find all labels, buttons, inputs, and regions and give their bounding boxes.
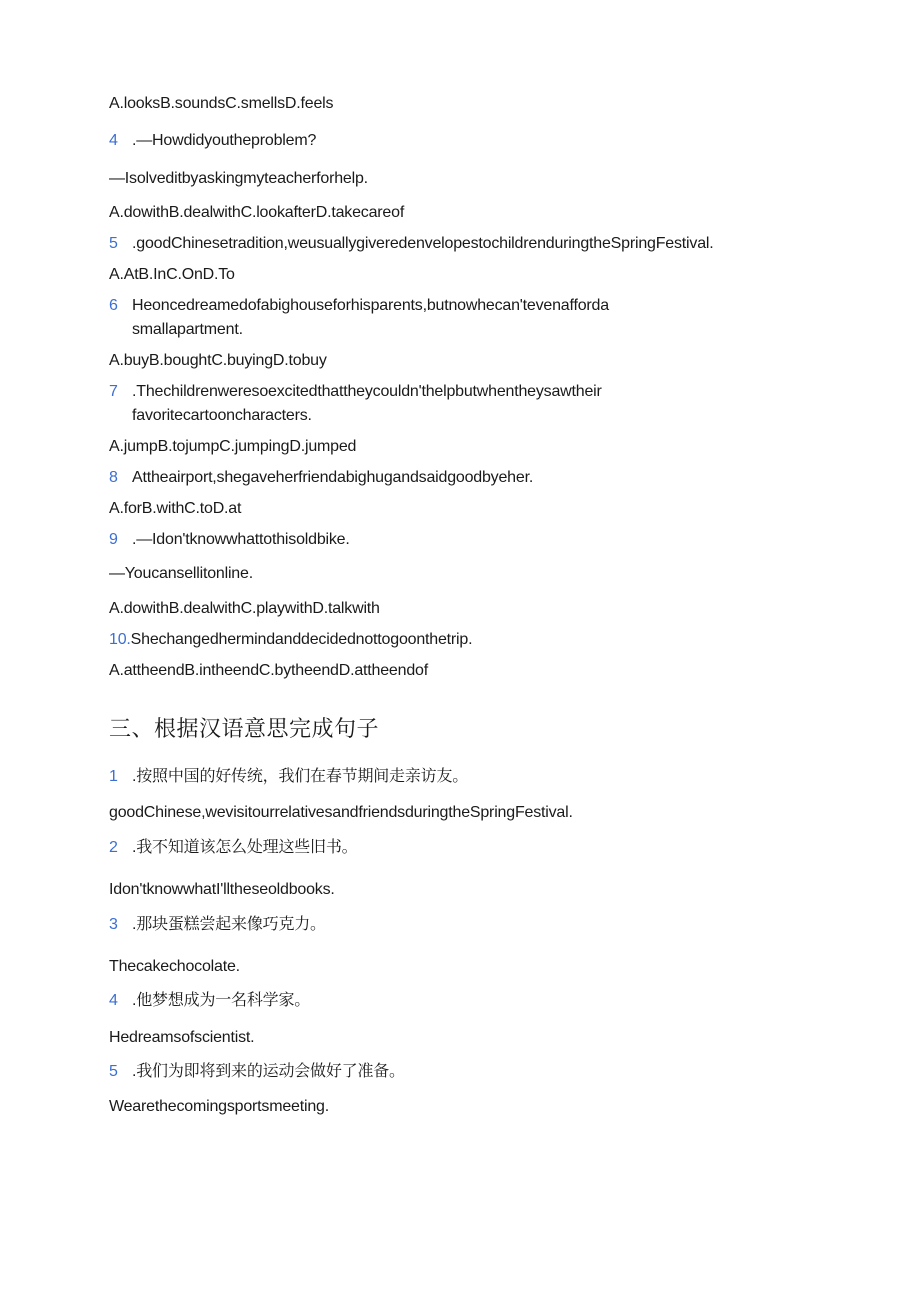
- q8-options: A.forB.withC.toD.at: [109, 500, 242, 517]
- translation-item-5: [109, 1062, 405, 1082]
- chinese-prompt: .我们为即将到来的运动会做好了准备。: [132, 1063, 405, 1080]
- q7-options: A.jumpB.tojumpC.jumpingD.jumped: [109, 438, 357, 455]
- question-6: [109, 296, 609, 316]
- question-10: [109, 630, 472, 650]
- question-4: [109, 131, 316, 151]
- question-text: Attheairport,shegaveherfriendabighugandsaidgoodbyeher.: [132, 469, 534, 486]
- question-number: 8: [109, 469, 118, 486]
- question-text: .Thechildrenweresoexcitedthattheycouldn'thelpbutwhentheysawtheir: [132, 383, 602, 400]
- q4-answer-line: —Isolveditbyaskingmyteacherforhelp.: [109, 170, 368, 187]
- question-number: 6: [109, 297, 118, 314]
- q6-options: A.buyB.boughtC.buyingD.tobuy: [109, 352, 327, 369]
- chinese-prompt: .他梦想成为一名科学家。: [132, 992, 311, 1009]
- item-number: 5: [109, 1063, 118, 1080]
- chinese-prompt: .我不知道该怎么处理这些旧书。: [132, 839, 358, 856]
- english-sentence: goodChinese,wevisitourrelativesandfriendsduringtheSpringFestival.: [109, 804, 573, 821]
- translation-item-1: [109, 767, 468, 787]
- question-number: 7: [109, 383, 118, 400]
- question-7: [109, 382, 602, 402]
- question-number: 9: [109, 531, 118, 548]
- question-5: [109, 234, 714, 254]
- section-heading: 三、根据汉语意思完成句子: [109, 716, 380, 741]
- english-sentence: Hedreamsofscientist.: [109, 1029, 255, 1046]
- item-number: 4: [109, 992, 118, 1009]
- question-number: 10.: [109, 631, 131, 648]
- english-sentence: Thecakechocolate.: [109, 958, 240, 975]
- question-number: 4: [109, 132, 118, 149]
- translation-item-4: [109, 991, 310, 1011]
- question-text: Shechangedhermindanddecidednottogoonthetrip.: [130, 631, 473, 648]
- q10-options: A.attheendB.intheendC.bytheendD.attheendof: [109, 662, 428, 679]
- translation-item-3: [109, 915, 326, 935]
- question-number: 5: [109, 235, 118, 252]
- question-text: .goodChinesetradition,weusuallygiveredenvelopestochildrenduringtheSpringFestival.: [132, 235, 714, 252]
- item-number: 3: [109, 916, 118, 933]
- question-text: .—Howdidyoutheproblem?: [132, 132, 317, 149]
- chinese-prompt: .按照中国的好传统，我们在春节期间走亲访友。: [132, 768, 469, 785]
- item-number: 2: [109, 839, 118, 856]
- q3-options: A.looksB.soundsC.smellsD.feels: [109, 95, 334, 112]
- chinese-prompt: .那块蛋糕尝起来像巧克力。: [132, 916, 326, 933]
- q9-options: A.dowithB.dealwithC.playwithD.talkwith: [109, 600, 380, 617]
- translation-item-2: [109, 838, 357, 858]
- question-8: [109, 468, 533, 488]
- english-sentence: Wearethecomingsportsmeeting.: [109, 1098, 329, 1115]
- question-text: .—Idon'tknowwhattothisoldbike.: [132, 531, 350, 548]
- q7-text-continued: favoritecartooncharacters.: [132, 407, 312, 424]
- question-text: Heoncedreamedofabighouseforhisparents,butnowhecan'tevenafforda: [132, 297, 609, 314]
- q6-text-continued: smallapartment.: [132, 321, 243, 338]
- english-sentence: Idon'tknowwhatI'lltheseoldbooks.: [109, 881, 335, 898]
- item-number: 1: [109, 768, 118, 785]
- q9-answer-line: —Youcansellitonline.: [109, 565, 253, 582]
- q5-options: A.AtB.InC.OnD.To: [109, 266, 235, 283]
- q4-options: A.dowithB.dealwithC.lookafterD.takecareof: [109, 204, 405, 221]
- question-9: [109, 530, 350, 550]
